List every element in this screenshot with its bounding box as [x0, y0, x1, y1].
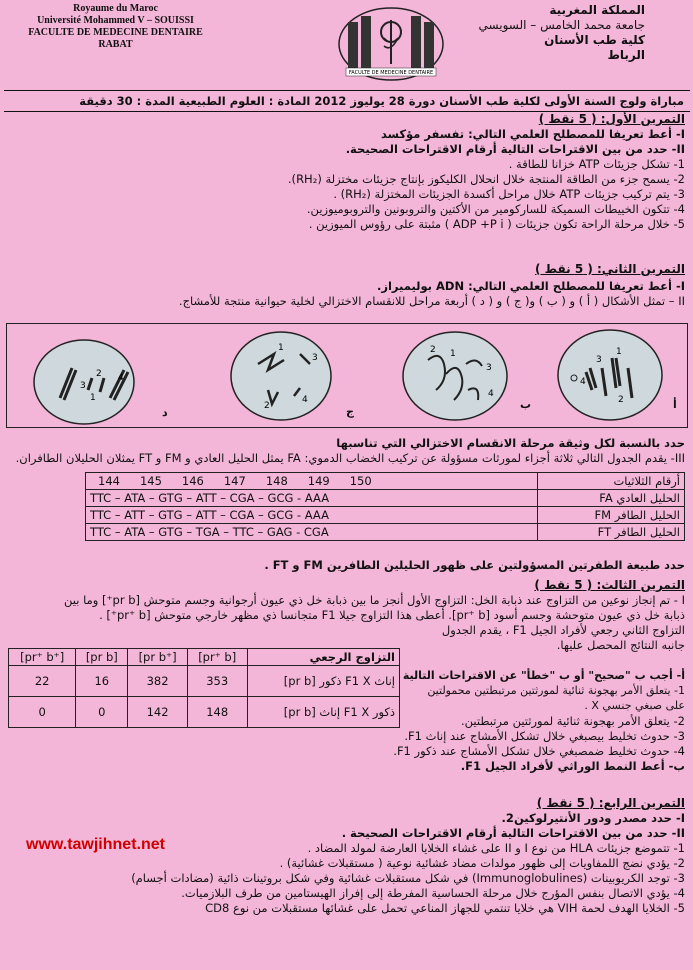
svg-text:1: 1 [278, 343, 284, 353]
ex3-intro: جانبه النتائج المحصل عليها. [556, 638, 685, 652]
exercise-3 [5, 578, 685, 653]
ex3-item: 3- حدوث تخليط بيصبغي خلال تشكل الأمشاج عند إناث F1. [404, 729, 685, 743]
cross-value: 142 [128, 697, 188, 728]
allele-table [85, 472, 685, 541]
cell-d-figure [32, 338, 142, 426]
triplet-number: 144 [98, 474, 120, 488]
website-link[interactable]: www.tawjihnet.net [26, 836, 165, 853]
allele-row [86, 524, 685, 541]
ar-line3: كلية طب الأسنان [544, 33, 645, 47]
triplet-label: أرقام الثلاثيات [538, 473, 685, 490]
cross-header: [pr b⁺] [128, 649, 188, 666]
cross-value: 382 [128, 666, 188, 697]
allele-header-row [86, 473, 685, 490]
triplet-number: 145 [139, 474, 162, 488]
fr-line3: FACULTE DE MEDECINE DENTAIRE [28, 27, 203, 38]
cell-a-label: أ [673, 398, 677, 411]
cross-row [9, 666, 400, 697]
cross-header-row [9, 649, 400, 666]
cross-label: إناث F1 X ذكور [pr b] [247, 666, 399, 697]
ex2-part4 [5, 558, 685, 573]
fr-line2: Université Mohammed V – SOUISSI [37, 15, 194, 26]
ar-line1: المملكة المغربية [549, 3, 645, 17]
ex1-item: 4- تتكون الخييطات السميكة للساركومير من الأكتين والتروبونين والتروبوميوزين. [306, 202, 685, 216]
exercise-1 [5, 112, 685, 232]
svg-text:2: 2 [264, 401, 270, 411]
exercise-2 [5, 262, 685, 309]
exercise-4 [5, 796, 685, 916]
svg-text:2: 2 [618, 395, 624, 405]
cross-value: 353 [187, 666, 247, 697]
cell-c-label: ج [346, 405, 354, 418]
svg-text:1: 1 [450, 349, 456, 359]
cross-header: [pr b] [76, 649, 128, 666]
svg-text:4: 4 [118, 373, 124, 383]
triplet-numbers [86, 473, 538, 490]
ex1-q2: II- حدد من بين الاقتراحات التالية أرقام الاقتراحات الصحيحة. [345, 142, 685, 156]
ex4-item: 4- يؤدي الاتصال بنفس المؤرج خلال مرحلة الحساسية المفرطة إلى إفراز الهيستامين من طرف البلازميات. [181, 886, 685, 900]
cross-label: ذكور F1 X إناث [pr b] [247, 697, 399, 728]
triplet-number: 147 [223, 474, 246, 488]
ex3-item: على صبغي جنسي X . [584, 699, 685, 712]
ex2-part3 [5, 436, 685, 466]
ex3-intro: ذبابة خل ذي عيون متوحشة وجسم أسود [pr⁺ b]. أعطى هذا التزاوج جيلا F1 متجانسا ذي مظهر خارجي متوحش [pr⁺ b⁺] . [99, 608, 685, 622]
svg-text:3: 3 [80, 381, 86, 391]
cell-c-figure [228, 330, 334, 422]
ex2-title: التمرين الثاني: ( 5 نقط ) [534, 262, 685, 276]
cross-value: 0 [9, 697, 76, 728]
allele-row [86, 490, 685, 507]
allele-row [86, 507, 685, 524]
svg-text:3: 3 [312, 353, 318, 363]
ex3-qa: أ- أجب ب "صحيح" أو ب "خطأ" عن الاقتراحات التالية [402, 669, 685, 682]
logo-text: FACULTE DE MEDECINE DENTAIRE [348, 70, 434, 76]
ex1-item: 3- يتم تركيب جزيئات ATP خلال مراحل أكسدة الجزيئات المختزلة (RH₂) . [333, 187, 685, 201]
ex4-item: 1- تتموضع جزيئات HLA من نوع I و II على غشاء الخلايا العارضة لمولد المضاد . [307, 841, 685, 855]
triplet-number: 146 [181, 474, 204, 488]
ex1-title: التمرين الأول: ( 5 نقط ) [538, 112, 685, 126]
ex3-item: 1- يتعلق الأمر بهجونة ثنائية لمورثتين مرتبطتين محمولتين [427, 684, 685, 697]
cell-d-label: د [162, 406, 168, 419]
allele-seq: TTC – ATA – GTG – TGA – TTC – GAG - CGA [86, 524, 538, 541]
cross-header: التزاوج الرجعي [247, 649, 399, 666]
ex4-q1: I- حدد مصدر ودور الأنتيرلوكين2. [501, 811, 685, 825]
cell-b-figure [400, 330, 510, 422]
ex1-item: 1- تشكل جزيئات ATP خزانا للطاقة . [508, 157, 685, 171]
svg-text:1: 1 [90, 393, 96, 403]
ex3-title: التمرين الثالث: ( 5 نقط ) [534, 578, 685, 592]
allele-label: الحليل العادي FA [538, 490, 685, 507]
triplet-number: 149 [307, 474, 330, 488]
cross-value: 22 [9, 666, 76, 697]
fr-line1: Royaume du Maroc [73, 3, 158, 14]
ex4-title: التمرين الرابع: ( 5 نقط ) [536, 796, 685, 810]
exam-bar-text: مباراة ولوج السنة الأولى لكلية طب الأسنان دورة 28 يوليوز 2012 المادة : العلوم الطبيعية المدة : 30 دقيقة [79, 94, 684, 108]
ex3-item: 4- حدوث تخليط ضمصبغي خلال تشكل الأمشاج عند ذكور F1. [393, 744, 685, 758]
header-ar [470, 3, 645, 63]
svg-text:4: 4 [580, 377, 586, 387]
ex2-q1: I- أعط تعريفا للمصطلح العلمي التالي: ADN بوليميراز. [376, 279, 685, 293]
faculty-logo [336, 2, 446, 86]
ex4-item: 5- الخلايا الهدف لحمة VIH هي خلايا تنتمي للجهاز المناعي تحمل على غشائها مستقبلات من نوع CD8 [205, 901, 685, 915]
ex4-item: 2- يؤدي نضج اللمفاويات إلى ظهور مولدات مضاد غشائية نوعية ( مستقبلات غشائية) . [279, 856, 685, 870]
svg-text:2: 2 [430, 345, 436, 355]
cross-value: 16 [76, 666, 128, 697]
cross-header: [pr⁺ b⁺] [9, 649, 76, 666]
allele-label: الحليل الطافر FM [538, 507, 685, 524]
ex3-intro: التزاوج الثاني رجعي لأفراد الجيل F1 ، يقدم الجدول [441, 623, 685, 637]
allele-seq: TTC – ATA – GTG – ATT – CGA – GCG - AAA [86, 490, 538, 507]
header-fr [28, 3, 203, 51]
cross-value: 0 [76, 697, 128, 728]
ex2-q5: حدد طبيعة الطفرتين المسؤولتين على ظهور الحليلين الطافرين FM و FT . [264, 558, 685, 572]
ex4-q2: II- حدد من بين الاقتراحات التالية أرقام الاقتراحات الصحيحة . [341, 826, 685, 840]
svg-text:1: 1 [616, 347, 622, 357]
ex3-questions-2 [5, 714, 685, 774]
cell-a-figure [556, 328, 664, 422]
allele-label: الحليل الطافر FT [538, 524, 685, 541]
triplet-number: 150 [349, 474, 372, 488]
ex1-q1: I- أعط تعريفا للمصطلح العلمي التالي: تفسفر مؤكسد [380, 127, 685, 141]
ex3-qb: ب- أعط النمط الوراثي لأفراد الجيل F1. [460, 759, 685, 773]
ex3-item: 2- يتعلق الأمر بهجونة ثنائية لمورثتين مرتبطتين. [460, 714, 685, 728]
allele-seq: TTC – ATT – GTG – ATT – CGA – GCG - AAA [86, 507, 538, 524]
cross-value: 148 [187, 697, 247, 728]
ex1-item: 5- خلال مرحلة الراحة تكون جزيئات ( ADP +P i ) مثبتة على رؤوس الميوزين . [308, 217, 685, 231]
ex3-questions [402, 668, 685, 713]
ex2-q3: حدد بالنسبة لكل وثيقة مرحلة الانقسام الاختزالي التي تناسبها [336, 436, 685, 450]
svg-text:2: 2 [96, 369, 102, 379]
ex1-item: 2- يسمح جزء من الطاقة المنتجة خلال انحلال الكليكوز بإنتاج جزيئات مختزلة (RH₂). [287, 172, 685, 186]
ex3-intro: I - تم إنجاز نوعين من التزاوج عند ذبابة الخل: التزاوج الأول أنجز ما بين ذبابة خل ذي عيون أرجوانية وجسم متوحش [pr b⁺] وما بين [64, 593, 685, 607]
ex2-q2: II – تمثل الأشكال ( أ ) و ( ب ) و( ج ) و ( د ) أربعة مراحل للانقسام الاختزالي لخلية حيوانية منتجة للأمشاج. [178, 294, 685, 308]
svg-text:4: 4 [302, 395, 308, 405]
svg-text:3: 3 [596, 355, 602, 365]
ex4-item: 3- توجد الكريوبينات (Immunoglobulines) في شكل مستقبلات غشائية وفي شكل بروتينات ذائية (مضادات أجسام) [131, 871, 685, 885]
svg-text:4: 4 [488, 389, 494, 399]
cross-header: [pr⁺ b] [187, 649, 247, 666]
ar-line4: الرباط [607, 48, 645, 62]
svg-text:3: 3 [486, 363, 492, 373]
ar-line2: جامعة محمد الخامس – السويسي [478, 18, 645, 32]
ex2-q4: III- يقدم الجدول التالي ثلاثة أجزاء لمورثات مسؤولة عن تركيب الخضاب الدموي: FA يمثل الحليل العادي و FM و FT يمثلان الحليلان الطافران. [15, 451, 685, 465]
fr-line4: RABAT [98, 39, 133, 50]
triplet-number: 148 [265, 474, 288, 488]
cell-b-label: ب [520, 398, 532, 411]
exam-bar [4, 90, 690, 112]
